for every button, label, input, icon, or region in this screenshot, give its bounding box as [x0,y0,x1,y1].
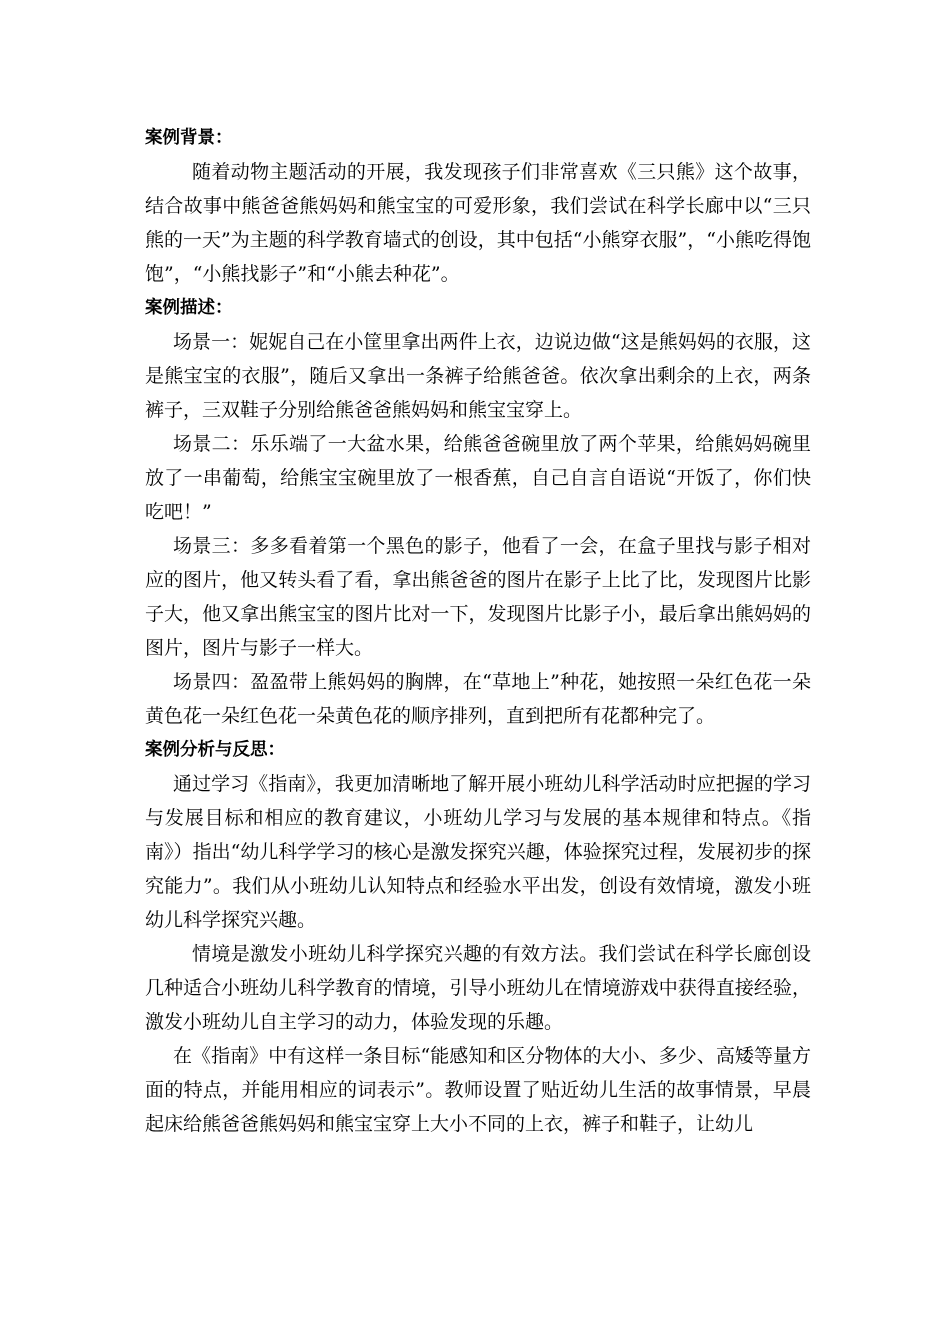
paragraph-background: 随着动物主题活动的开展，我发现孩子们非常喜欢《三只熊》这个故事，结合故事中熊爸爸熊妈妈和熊宝宝的可爱形象，我们尝试在科学长廊中以“三只熊的一天”为主题的科学教育墙式的创设，其中包括“小熊穿衣服”，“小熊吃得饱饱”，“小熊找影子”和“小熊去种花”。 [145,161,811,285]
paragraph-analysis-guide: 通过学习《指南》，我更加清晰地了解开展小班幼儿科学活动时应把握的学习与发展目标和相应的教育建议，小班幼儿学习与发展的基本规律和特点。《指南》）指出“幼儿科学学习的核心是激发探究兴趣，体验探究过程，发展初步的探究能力”。我们从小班幼儿认知特点和经验水平出发，创设有效情境，激发小班幼儿科学探究兴趣。 [145,773,811,931]
paragraph-scene-four: 场景四：盈盈带上熊妈妈的胸牌，在“草地上”种花，她按照一朵红色花一朵黄色花一朵红色花一朵黄色花的顺序排列，直到把所有花都种完了。 [145,671,811,727]
paragraph-scene-three: 场景三：多多看着第一个黑色的影子，他看了一会，在盒子里找与影子相对应的图片，他又转头看了看，拿出熊爸爸的图片在影子上比了比，发现图片比影子大，他又拿出熊宝宝的图片比对一下，发现图片比影子小，最后拿出熊妈妈的图片，图片与影子一样大。 [145,535,811,659]
section-heading-analysis: 案例分析与反思： [145,740,285,760]
paragraph-scene-one: 场景一：妮妮自己在小筐里拿出两件上衣，边说边做“这是熊妈妈的衣服，这是熊宝宝的衣服”，随后又拿出一条裤子给熊爸爸。依次拿出剩余的上衣，两条裤子，三双鞋子分别给熊爸爸熊妈妈和熊宝宝穿上。 [145,331,811,421]
section-heading-background: 案例背景： [145,128,233,148]
paragraph-analysis-goal: 在《指南》中有这样一条目标“能感知和区分物体的大小、多少、高矮等量方面的特点，并能用相应的词表示”。教师设置了贴近幼儿生活的故事情景，早晨起床给熊爸爸熊妈妈和熊宝宝穿上大小不同的上衣，裤子和鞋子，让幼儿 [145,1045,811,1135]
document-page [145,121,811,1141]
section-heading-description: 案例描述： [145,298,233,318]
paragraph-scene-two: 场景二：乐乐端了一大盆水果，给熊爸爸碗里放了两个苹果，给熊妈妈碗里放了一串葡萄，给熊宝宝碗里放了一根香蕉，自己自言自语说“开饭了，你们快吃吧！” [145,433,811,523]
paragraph-analysis-situation: 情境是激发小班幼儿科学探究兴趣的有效方法。我们尝试在科学长廊创设几种适合小班幼儿科学教育的情境，引导小班幼儿在情境游戏中获得直接经验，激发小班幼儿自主学习的动力，体验发现的乐趣。 [145,943,811,1033]
